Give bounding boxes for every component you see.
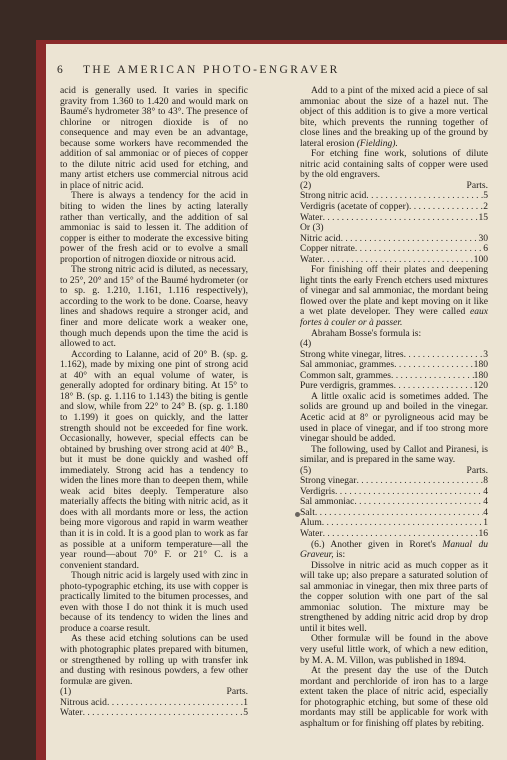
left-column bbox=[60, 86, 248, 719]
ingredient-name: Strong vinegar bbox=[300, 475, 357, 487]
formula-row bbox=[60, 698, 248, 709]
ingredient-parts: 4 bbox=[483, 496, 488, 508]
ingredient-parts: 30 bbox=[478, 232, 488, 244]
formula-row bbox=[300, 244, 488, 255]
paragraph: There is always a tendency for the acid in biting to widen the lines by acting laterally rather than vertically, and the addition of sal ammoniac is said to lessen it. The addition of copper is either to moderate the excessive biting power of the fresh acid or to evolve a small proportion of nitrogen dioxide or nitrous acid. bbox=[60, 190, 248, 265]
formula-row bbox=[300, 213, 488, 224]
paragraph: The following, used by Callot and Piranesi, is similar, and is prepared in the same way. bbox=[300, 443, 488, 466]
paragraph-text: Add to a pint of the mixed acid a piece of sal ammoniac about the size of a hazel nut. The object of this addition is to give a more vertical bite, which prevents the running together of close lines and the breaking up of the ground by lateral erosion bbox=[300, 85, 488, 149]
formula-row bbox=[300, 518, 488, 529]
running-header bbox=[57, 64, 497, 80]
ingredient-parts: 120 bbox=[473, 380, 488, 392]
ingredient-name: Sal ammoniac, grammes bbox=[300, 359, 395, 371]
paragraph: Though nitric acid is largely used with zinc in photo-typographic etching, its use with copper is practically limited to the bitumen processes, and even with those I do not think it is much used because of its tendency to widen the lines and produce a coarse result. bbox=[60, 570, 248, 634]
paragraph bbox=[300, 265, 488, 328]
paragraph: Abraham Bosse's formula is: bbox=[311, 327, 422, 339]
paragraph: A little oxalic acid is sometimes added. The solids are ground up and boiled in the vinegar. Acetic acid at 8° or pyroligneous acid may be used in place of vinegar, and if too strong more vinegar should be added. bbox=[300, 390, 488, 445]
italic-term: eaux fortes à couler or à passer. bbox=[300, 306, 488, 329]
formula-parts-label: Parts. bbox=[466, 179, 488, 191]
ingredient-parts: 100 bbox=[473, 253, 488, 265]
ingredient-name: Pure verdigris, grammes bbox=[300, 380, 394, 392]
ingredient-name: Water bbox=[60, 707, 83, 719]
ingredient-name: Strong nitric acid bbox=[300, 190, 367, 202]
italic-title: Manual du Graveur, bbox=[300, 538, 488, 561]
citation: (Fielding). bbox=[356, 137, 398, 149]
ingredient-name: Salt bbox=[300, 506, 315, 518]
formula-row bbox=[300, 497, 488, 508]
ingredient-parts: 15 bbox=[478, 211, 488, 223]
ingredient-name: Verdigris (acetate of copper) bbox=[300, 201, 409, 213]
ingredient-name: Sal ammoniac bbox=[300, 496, 355, 508]
paragraph: Other formulæ will be found in the above very useful little work, of which a new edition, by M. A. M. Villon, was published in 1894. bbox=[300, 633, 488, 666]
paragraph: acid is generally used. It varies in specific gravity from 1.360 to 1.420 and would mark on Baumé's hydrometer 38° to 43°. The presence of chlorine or nitrogen dioxide is of no consequence and may even be an advantage, because some workers have recommended the addition of sal ammoniac or of pieces of copper to the dilute nitric acid used for etching, and many artist etchers use commercial nitrous acid in place of nitric acid. bbox=[60, 85, 248, 191]
page-number: 6 bbox=[57, 64, 63, 76]
paragraph: The strong nitric acid is diluted, as necessary, to 25°, 20° and 15° of the Baumé hydrometer (or to sp. g. 1.210, 1.161, 1.116 respectively), according to the work to be done. Coarse, heavy lines and shadows require a stronger acid, and finer and more delicate work a weaker one, though much depends upon the time the acid is allowed to act. bbox=[60, 264, 248, 350]
ingredient-parts: 180 bbox=[473, 369, 488, 381]
ingredient-name: Nitric acid bbox=[300, 232, 341, 244]
ingredient-parts: 180 bbox=[473, 359, 488, 371]
paragraph-text: (6.) Another given in Roret's bbox=[311, 538, 437, 550]
paragraph: At the present day the use of the Dutch mordant and perchloride of iron has to a large extent taken the place of nitric acid, especially for photographic etching, but some of these old mordants may still be applicable for work with asphaltum or for finishing off plates by rebiting. bbox=[300, 665, 488, 729]
ingredient-name: Nitrous acid bbox=[60, 696, 107, 708]
ingredient-name: Alum bbox=[300, 517, 322, 529]
ingredient-name: Water bbox=[300, 211, 323, 223]
formula-label: Or (3) bbox=[300, 222, 324, 234]
ingredient-name: Water bbox=[300, 253, 323, 265]
ingredient-parts: 2 bbox=[483, 201, 488, 213]
ingredient-parts: 5 bbox=[483, 190, 488, 202]
ingredient-parts: 4 bbox=[483, 485, 488, 497]
paragraph: According to Lalanne, acid of 20° B. (sp. g. 1.162), made by mixing one pint of strong acid at 40° with an equal volume of water, is generally adopted for ordinary biting. At 15° to 18° B. (sp. g. 1.116 to 1.143) the biting is gentle and slow, while from 22° to 24° B. (sp. g. 1.180 to 1.199) it goes on quickly, and the latter strength should not be exceeded for fine work. Occasionally, however, special effects can be obtained by brushing over strong acid at 40° B., but it must be done quickly and washed off immediately. Strong acid has a tendency to widen the lines more than to deepen them, while weak acid bites deeply. Temperature also materially affects the biting with nitric acid, as it does with all mordants more or less, the action being more vigorous and rapid in warm weather than it is in cold. It is a good plan to work as far as possible at a uniform temperature—all the year round—about 70° F. or 21° C. is a convenient standard. bbox=[60, 348, 248, 571]
ingredient-parts: 4 bbox=[483, 506, 488, 518]
ingredient-parts: 6 bbox=[483, 243, 488, 255]
paragraph bbox=[300, 86, 488, 149]
formula-label: (4) bbox=[300, 338, 312, 350]
formula-row bbox=[60, 708, 248, 719]
ingredient-parts: 1 bbox=[483, 517, 488, 529]
ingredient-name: Common salt, grammes bbox=[300, 369, 391, 381]
ingredient-name: Verdigris bbox=[300, 485, 335, 497]
ingredient-name: Copper nitrate bbox=[300, 243, 355, 255]
formula-row bbox=[300, 202, 488, 213]
paragraph-text: is: bbox=[336, 549, 346, 561]
ingredient-parts: 5 bbox=[243, 707, 248, 719]
ingredient-parts: 16 bbox=[478, 527, 488, 539]
paragraph: As these acid etching solutions can be used with photographic plates prepared with bitumen, or strengthened by rolling up with transfer ink and dusting with resinous powders, a few other formulæ are given. bbox=[60, 633, 248, 687]
paragraph bbox=[300, 540, 488, 561]
ingredient-name: Water bbox=[300, 527, 323, 539]
formula-row bbox=[300, 508, 488, 519]
paragraph: For etching fine work, solutions of dilute nitric acid containing salts of copper were used by the old engravers. bbox=[300, 148, 488, 181]
formula-label: (5) bbox=[300, 464, 312, 476]
ingredient-parts: 8 bbox=[483, 475, 488, 487]
formula-parts-label: Parts. bbox=[226, 686, 248, 698]
right-column bbox=[300, 86, 488, 729]
paragraph: Dissolve in nitric acid as much copper as it will take up; also prepare a saturated solution of sal ammoniac in vinegar, then mix three parts of the copper solution with one part of the sal ammoniac solution. The mixture may be strengthened by adding nitric acid drop by drop until it bites well. bbox=[300, 559, 488, 634]
formula-label: (2) bbox=[300, 179, 312, 191]
running-title: THE AMERICAN PHOTO-ENGRAVER bbox=[83, 64, 340, 76]
ingredient-name: Strong white vinegar, litres bbox=[300, 348, 404, 360]
ingredient-parts: 1 bbox=[243, 696, 248, 708]
formula-parts-label: Parts. bbox=[466, 464, 488, 476]
formula-label: (1) bbox=[60, 686, 72, 698]
paragraph-text: For finishing off their plates and deepening light tints the early French etchers used mixtures of vinegar and sal ammoniac, the mordant being flowed over the plate and kept moving on it like a wet plate developer. They were called bbox=[300, 264, 488, 318]
ingredient-parts: 3 bbox=[483, 348, 488, 360]
